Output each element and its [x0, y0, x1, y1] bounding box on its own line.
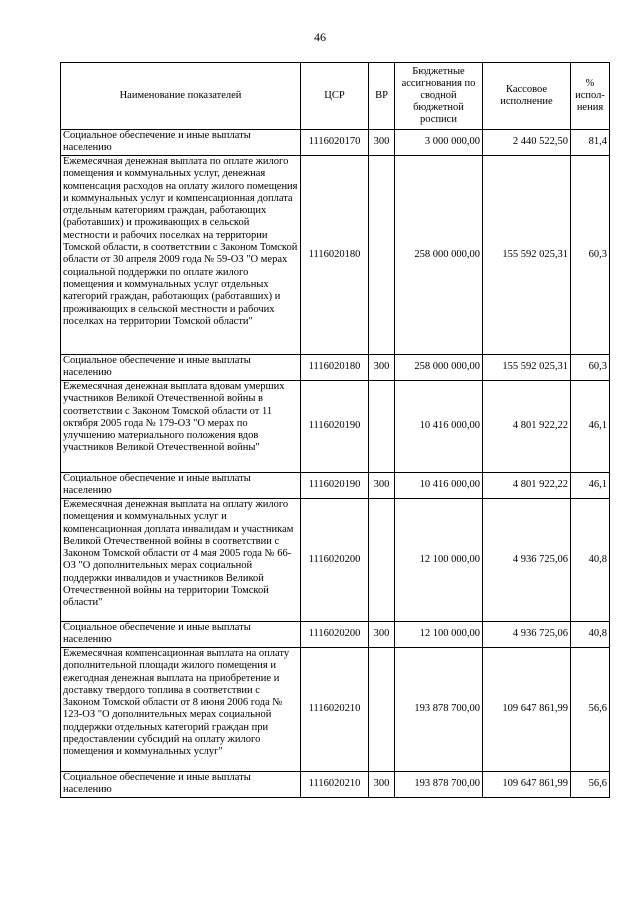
row-csr: 1116020210 [301, 648, 369, 772]
row-cash-execution: 155 592 025,31 [483, 355, 571, 381]
row-name: Ежемесячная денежная выплата на оплату жилого помещения и коммунальных услуг и компенсационная доплата инвалидам и участникам Великой Отечественной войны в соответствии с Законом Томской области от 4 мая 2005 года № 66-ОЗ "О дополнительных мерах социальной поддержки инвалидов и участников Великой Отечественной войны на территории Томской области" [63, 499, 294, 609]
row-percent: 60,3 [571, 355, 610, 381]
row-cash-execution: 4 801 922,22 [483, 381, 571, 473]
row-allocations: 258 000 000,00 [395, 355, 483, 381]
row-percent: 46,1 [571, 473, 610, 499]
row-vr: 300 [369, 473, 395, 499]
row-csr: 1116020170 [301, 130, 369, 156]
row-vr: 300 [369, 622, 395, 648]
table-row [61, 622, 610, 648]
row-csr: 1116020180 [301, 156, 369, 355]
row-percent: 56,6 [571, 648, 610, 772]
header-allocations: Бюджетные ассигнования по сводной бюджетной росписи [395, 63, 483, 130]
table-row [61, 648, 610, 772]
row-vr: 300 [369, 130, 395, 156]
row-cash-execution: 109 647 861,99 [483, 772, 571, 798]
table-row [61, 381, 610, 473]
row-allocations: 3 000 000,00 [395, 130, 483, 156]
header-percent: % испол-нения [571, 63, 610, 130]
row-percent: 81,4 [571, 130, 610, 156]
row-csr: 1116020200 [301, 622, 369, 648]
row-cash-execution: 109 647 861,99 [483, 648, 571, 772]
row-csr: 1116020190 [301, 473, 369, 499]
row-percent: 40,8 [571, 499, 610, 622]
row-name: Ежемесячная денежная выплата по оплате жилого помещения и коммунальных услуг, денежная компенсация расходов на оплату жилого помещения и коммунальных услуг и компенсационная доплата отдельным категориям граждан, работающих (работавших) и проживающих в сельской местности и рабочих поселках на территории Томской области, в соответствии с Законом Томской области от 30 апреля 2009 года № 59-ОЗ "О мерах социальной поддержки по оплате жилого помещения и коммунальных услуг отдельных категорий граждан, работающих (работавших) и проживающих в сельской местности и рабочих поселках на территории Томской области" [63, 156, 298, 327]
row-percent: 46,1 [571, 381, 610, 473]
header-csr: ЦСР [301, 63, 369, 130]
row-name: Ежемесячная компенсационная выплата на оплату дополнительной площади жилого помещения и ежегодная денежная выплата на приобретение и доставку твердого топлива в соответствии с Законом Томской области от 8 июня 2006 года № 123-ОЗ "О дополнительных мерах социальной поддержки отдельных категорий граждан при предоставлении субсидий на оплату жилого помещения и коммунальных услуг" [63, 648, 290, 758]
row-name: Ежемесячная денежная выплата вдовам умерших участников Великой Отечественной войны в соответствии с Законом Томской области от 11 октября 2005 года № 179-ОЗ "О мерах по улучшению материального положения вдов участников Великой Отечественной войны" [63, 381, 285, 454]
row-name: Социальное обеспечение и иные выплаты населению [63, 130, 251, 154]
table-row [61, 156, 610, 355]
row-cash-execution: 2 440 522,50 [483, 130, 571, 156]
row-name: Социальное обеспечение и иные выплаты населению [63, 355, 251, 379]
row-percent: 60,3 [571, 156, 610, 355]
row-name: Социальное обеспечение и иные выплаты населению [63, 473, 251, 497]
row-allocations: 12 100 000,00 [395, 622, 483, 648]
row-cash-execution: 4 936 725,06 [483, 622, 571, 648]
row-percent: 40,8 [571, 622, 610, 648]
row-allocations: 258 000 000,00 [395, 156, 483, 355]
row-allocations: 12 100 000,00 [395, 499, 483, 622]
table-row [61, 355, 610, 381]
row-vr: 300 [369, 772, 395, 798]
row-vr: 300 [369, 355, 395, 381]
row-vr [369, 648, 395, 772]
row-percent: 56,6 [571, 772, 610, 798]
row-cash-execution: 155 592 025,31 [483, 156, 571, 355]
row-name: Социальное обеспечение и иные выплаты населению [63, 622, 251, 646]
row-allocations: 193 878 700,00 [395, 772, 483, 798]
header-cash-execution: Кассовое исполнение [483, 63, 571, 130]
page-number: 46 [314, 30, 326, 44]
row-name: Социальное обеспечение и иные выплаты населению [63, 772, 251, 796]
row-allocations: 10 416 000,00 [395, 473, 483, 499]
row-csr: 1116020200 [301, 499, 369, 622]
header-name: Наименование показателей [61, 63, 301, 130]
row-allocations: 193 878 700,00 [395, 648, 483, 772]
row-csr: 1116020180 [301, 355, 369, 381]
row-allocations: 10 416 000,00 [395, 381, 483, 473]
table-row [61, 130, 610, 156]
budget-execution-table [60, 62, 610, 798]
row-vr [369, 381, 395, 473]
row-cash-execution: 4 936 725,06 [483, 499, 571, 622]
row-vr [369, 156, 395, 355]
row-csr: 1116020210 [301, 772, 369, 798]
table-row [61, 772, 610, 798]
table-header-row [61, 63, 610, 130]
row-cash-execution: 4 801 922,22 [483, 473, 571, 499]
header-vr: ВР [369, 63, 395, 130]
table-row [61, 473, 610, 499]
table-row [61, 499, 610, 622]
row-vr [369, 499, 395, 622]
row-csr: 1116020190 [301, 381, 369, 473]
